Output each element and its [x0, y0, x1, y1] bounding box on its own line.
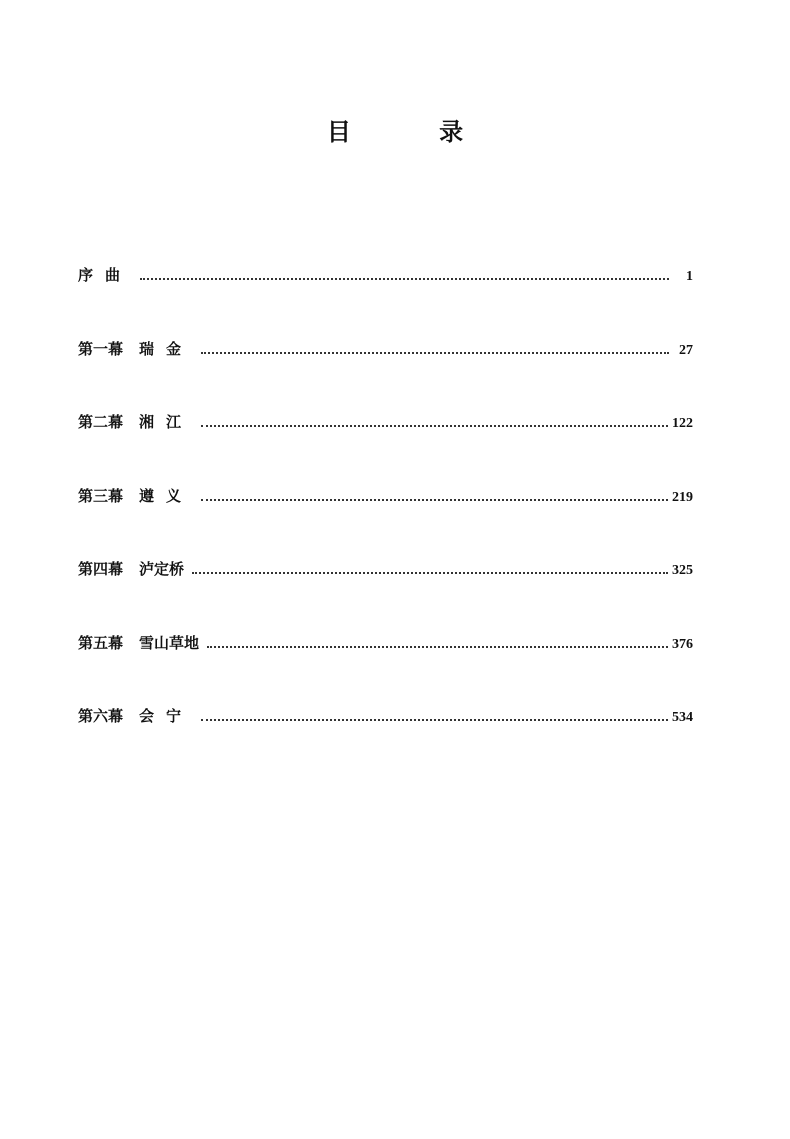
- dot-leader: [201, 425, 668, 427]
- toc-entry-label: [78, 558, 184, 579]
- toc-entry-place: 瑞金: [139, 339, 194, 358]
- toc-entry-place: 序曲: [78, 266, 133, 284]
- toc-entry-page-number: 534: [672, 710, 693, 725]
- page-title: 目 录: [326, 118, 504, 146]
- toc-entry-label: [78, 705, 193, 726]
- toc-entry-label: [78, 632, 199, 653]
- toc-entry-label: [78, 485, 193, 506]
- toc-entry[interactable]: [78, 697, 693, 726]
- toc-entry[interactable]: [78, 624, 693, 653]
- table-of-contents: [78, 256, 693, 771]
- toc-entry-page-number: 1: [686, 269, 693, 284]
- toc-entry-page-number: 325: [672, 563, 693, 578]
- toc-entry[interactable]: [78, 477, 693, 506]
- toc-entry-place: 会宁: [139, 707, 194, 725]
- dot-leader: [201, 499, 668, 501]
- toc-entry-place: 遵义: [139, 486, 194, 505]
- toc-entry-label: [78, 264, 132, 285]
- dot-leader: [201, 719, 668, 721]
- toc-entry[interactable]: [78, 330, 693, 359]
- toc-entry-page-number: 219: [672, 489, 693, 505]
- dot-leader: [192, 572, 668, 574]
- dot-leader: [140, 278, 669, 280]
- toc-entry[interactable]: [78, 403, 693, 432]
- dot-leader: [201, 352, 669, 354]
- toc-entry-page-number: 27: [679, 342, 693, 358]
- toc-entry-act: 第六幕: [78, 707, 124, 725]
- toc-entry-place: 泸定桥: [139, 560, 185, 578]
- toc-entry-label: [78, 411, 193, 432]
- dot-leader: [207, 646, 668, 648]
- toc-entry-page-number: 376: [672, 636, 693, 652]
- toc-entry-place: 湘江: [139, 413, 194, 431]
- toc-entry-act: 第一幕: [78, 339, 124, 358]
- toc-entry-place: 雪山草地: [139, 633, 200, 652]
- toc-entry-act: 第四幕: [78, 560, 124, 578]
- toc-entry-act: 第二幕: [78, 413, 124, 431]
- toc-entry[interactable]: [78, 256, 693, 285]
- toc-entry-page-number: 122: [672, 416, 693, 431]
- toc-entry-act: 第三幕: [78, 486, 124, 505]
- toc-entry-act: 第五幕: [78, 633, 124, 652]
- toc-entry-label: [78, 338, 193, 359]
- toc-entry[interactable]: [78, 550, 693, 579]
